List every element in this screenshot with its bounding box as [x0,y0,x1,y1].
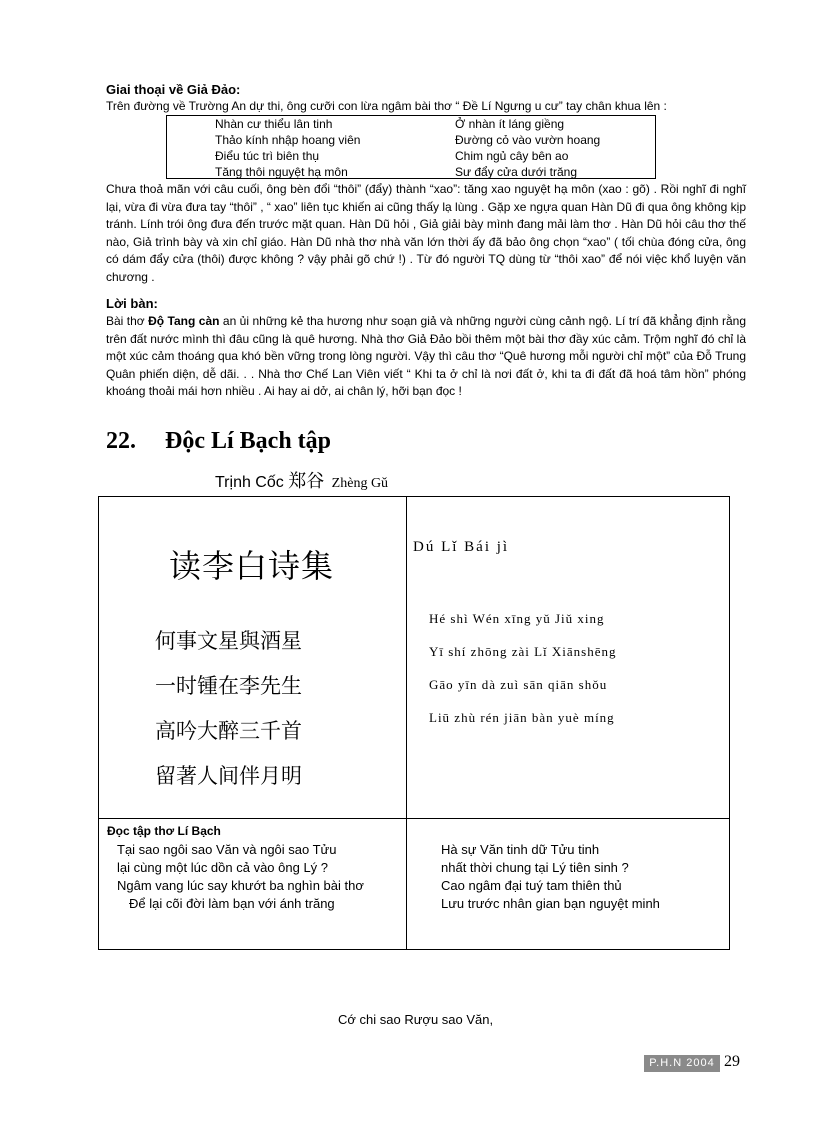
poem-line-pinyin: Yī shí zhōng zài Lǐ Xiānshēng [429,644,617,659]
poem-left-line: Điểu túc trì biên thụ [215,149,320,163]
poem-right-line: Ở nhàn ít láng giềng [455,117,565,131]
intro-text: Trên đường về Trường An dự thi, ông cưỡi con lừa ngâm bài thơ “ Đề Lí Ngưng u cư” tay chân khua lên : [106,99,667,113]
table-divider-vertical [406,497,407,949]
poem-line-pinyin: Gāo yīn dà zuì sān qiān shǒu [429,677,608,692]
poem-line-pinyin: Liū zhù rén jiān bàn yuè míng [429,710,615,725]
section-number: 22. [106,428,136,454]
poem-line-chinese: 何事文星與酒星 [155,629,302,653]
section-title: Độc Lí Bạch tập [165,428,332,454]
author-line [215,467,388,493]
poem-left-line: Tăng thôi nguyệt hạ môn [215,165,348,179]
translation-line: Tại sao ngôi sao Văn và ngôi sao Tửu [117,842,337,857]
translation-line: Ngâm vang lúc say khướt ba nghìn bài thơ [117,878,364,893]
hanviet-line: nhất thời chung tại Lý tiên sinh ? [441,860,629,875]
poem-name-bold: Độ Tang càn [148,314,220,328]
poem-title-pinyin: Dú Lǐ Bái jì [413,539,510,555]
translation-line: lại cùng một lúc dồn cả vào ông Lý ? [117,860,329,875]
translation-line: Để lại cõi đời làm bạn với ánh trăng [129,896,335,911]
poem-title-chinese: 读李白诗集 [169,547,335,585]
hanviet-line: Lưu trước nhân gian bạn nguyệt minh [441,896,660,911]
loi-ban-paragraph [106,313,746,401]
author-viet: Trịnh Cốc [215,474,284,491]
poem-left-line: Thảo kính nhập hoang viên [215,133,361,147]
poem-table [98,496,730,950]
section-heading-giai-thoai: Giai thoại về Giả Đảo: [106,82,241,97]
author-han: 郑谷 [288,471,325,491]
page-number: 29 [724,1053,740,1070]
loi-ban-pre: Bài thơ [106,314,149,328]
author-pinyin: Zhèng Gǔ [331,476,389,491]
hanviet-line: Cao ngâm đại tuý tam thiên thủ [441,878,622,893]
loi-ban-text: an ủi những kẻ tha hương như soạn giả và những người cùng cảnh ngộ. Lí trí đã khẳng định rằng trên đất nước mình thì đâu cũng là quê hương. Nhà thơ Giả Đảo bồi thêm một bài thơ đầy xúc cảm. Trộm nghĩ đó chỉ là một xúc cảm thoáng qua khó bền vững trong lòng người. Vậy thì câu thơ “Quê hương mỗi người chỉ một” của Đỗ Trung Quân phiến diện, dễ dãi. . . Nhà thơ Chế Lan Viên viết “ Khi ta ở chỉ là nơi đất ở, khi ta đi đất đã hoá tâm hồn” phóng khoáng thoải mái hơn nhiều . Ai hay ai dở, ai chân lý, hỡi bạn đọc ! [106,314,746,398]
poem-right-line: Chim ngủ cây bên ao [455,149,569,163]
poem-line-chinese: 一时锺在李先生 [155,674,302,698]
poem-line-pinyin: Hé shì Wén xīng yǔ Jiǔ xing [429,611,605,626]
poem-right-line: Đường cỏ vào vườn hoang [455,133,601,147]
paragraph-text: Chưa thoả mãn với câu cuối, ông bèn đổi “thôi” (đẩy) thành “xao”: tăng xao nguyệt hạ môn (xao : gõ) . Rồi nghĩ đi nghĩ lại, vừa đi vừa đưa tay “thôi” , “ xao” liên tục khiến ai cũng thấy lạ lùng . Gặp xe ngựa quan Hàn Dũ đi qua ông không kịp tránh. Lính trói ông đưa đến trước mặt quan. Hàn Dũ hỏi , Giả giải bày mình đang mải làm thơ . Hàn Dũ hỏi câu thơ thế nào, Giả trình bày và xin chỉ giáo. Hàn Dũ nhà thơ nhà văn lớn thời ấy đã bảo ông chọn “xao” ( tối chùa đóng cửa, ông có dám đẩy cửa (thôi) được không ? vậy phải gõ chứ !) . Từ đó người TQ dùng từ “thôi xao” để nói việc khổ luyện văn chương . [106,182,746,284]
quoted-poem-box [166,115,656,179]
poem-line-chinese: 高吟大醉三千首 [155,719,302,743]
giai-thoai-paragraph [106,181,746,286]
table-divider-horizontal [99,818,729,819]
hanviet-line: Hà sự Văn tinh dữ Tửu tinh [441,842,600,857]
author-badge: P.H.N 2004 [644,1055,720,1072]
translation-title: Đọc tập thơ Lí Bạch [107,824,221,838]
section-heading-loi-ban: Lời bàn: [106,296,158,311]
poem-line-chinese: 留著人间伴月明 [155,764,302,788]
poem-left-line: Nhàn cư thiểu lân tinh [215,117,333,131]
continuation-line: Cớ chi sao Rượu sao Văn, [338,1012,494,1027]
poem-right-line: Sư đẩy cửa dưới trăng [455,165,578,179]
